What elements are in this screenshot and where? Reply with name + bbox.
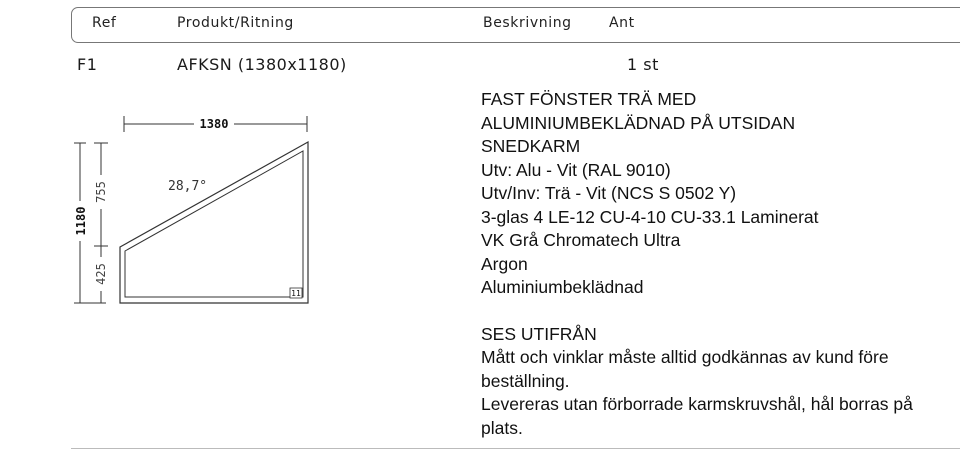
table-header (71, 7, 960, 43)
note-line: Mått och vinklar måste alltid godkännas av kund före beställning. (481, 347, 889, 391)
description-line: Aluminiumbeklädnad (481, 277, 644, 297)
description-line: ALUMINIUMBEKLÄDNAD PÅ UTSIDAN (481, 112, 796, 133)
description-line: SNEDKARM (481, 136, 581, 156)
item-quantity: 1 st (627, 55, 659, 74)
window-frame-inner (125, 151, 303, 297)
header-description: Beskrivning (483, 15, 572, 31)
row-divider (71, 448, 960, 449)
window-frame-outer (120, 142, 308, 303)
item-ref: F1 (77, 55, 98, 74)
description-line: Utv/Inv: Trä - Vit (NCS S 0502 Y) (481, 183, 737, 203)
angle-label: 28,7° (168, 179, 208, 194)
description-line: Utv: Alu - Vit (RAL 9010) (481, 159, 671, 180)
description-line: FAST FÖNSTER TRÄ MED (481, 89, 697, 109)
height-label: 1180 (74, 206, 88, 236)
description-line: 3-glas 4 LE-12 CU-4-10 CU-33.1 Laminerat (481, 206, 819, 227)
item-description (481, 88, 951, 440)
pane-label: 11 (291, 289, 301, 298)
note-line: Levereras utan förborrade karmskruvshål, hål borras på plats. (481, 394, 913, 438)
width-label: 1380 (199, 117, 229, 131)
note-line: SES UTIFRÅN (481, 323, 597, 344)
header-ref: Ref (92, 15, 117, 31)
description-line: Argon (481, 253, 528, 274)
item-product: AFKSN (1380x1180) (177, 55, 347, 74)
window-drawing (70, 105, 320, 315)
header-quantity: Ant (609, 15, 635, 31)
header-product: Produkt/Ritning (177, 15, 294, 31)
lower-height-label: 425 (94, 263, 108, 285)
upper-height-label: 755 (94, 181, 108, 203)
description-line: VK Grå Chromatech Ultra (481, 230, 681, 250)
